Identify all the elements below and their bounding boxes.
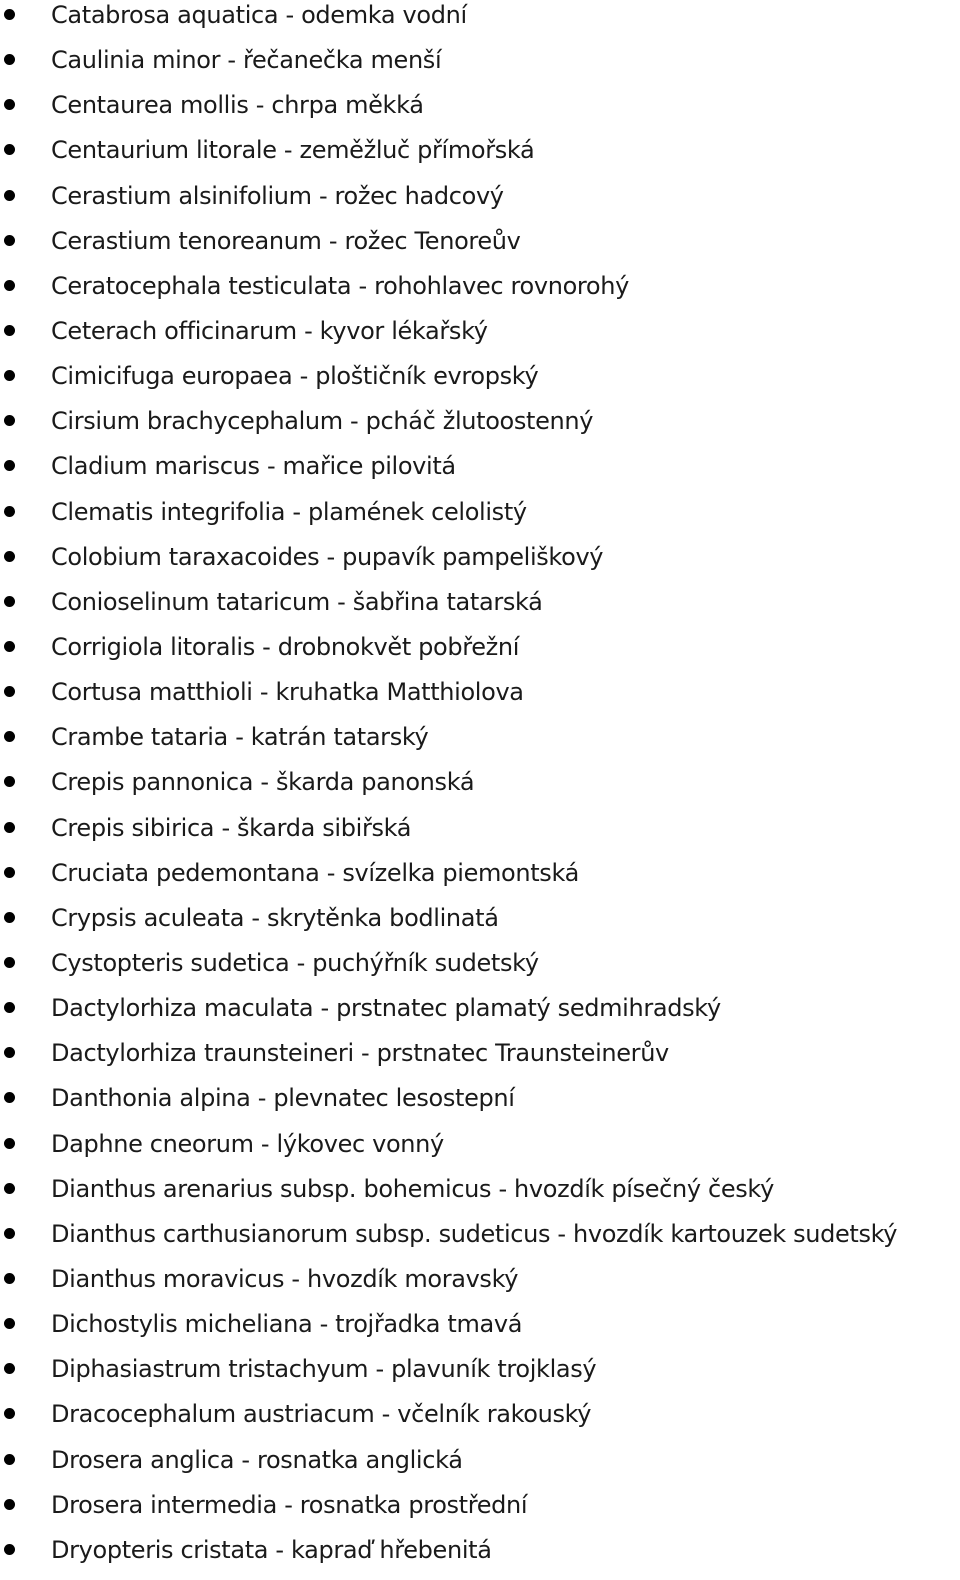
species-name: Centaurium litorale - zeměžluč přímořská	[51, 136, 535, 165]
species-name: Catabrosa aquatica - odemka vodní	[51, 1, 467, 29]
bullet-icon	[4, 370, 15, 381]
species-name: Cirsium brachycephalum - pcháč žlutoostenný	[51, 407, 594, 436]
list-item	[0, 1038, 960, 1083]
list-item	[0, 993, 960, 1038]
bullet-icon	[4, 235, 15, 246]
bullet-icon	[4, 912, 15, 923]
list-item	[0, 406, 960, 451]
species-name: Cladium mariscus - mařice pilovitá	[51, 452, 456, 481]
list-item	[0, 1083, 960, 1128]
list-item	[0, 948, 960, 993]
species-name: Danthonia alpina - plevnatec lesostepní	[51, 1084, 515, 1113]
species-name: Ceterach officinarum - kyvor lékařský	[51, 316, 488, 345]
list-item	[0, 677, 960, 722]
bullet-icon	[4, 144, 15, 155]
species-name: Dracocephalum austriacum - včelník rakouský	[51, 1400, 592, 1429]
bullet-icon	[4, 1363, 15, 1374]
bullet-icon	[4, 1138, 15, 1149]
bullet-icon	[4, 1228, 15, 1239]
species-name: Diphasiastrum tristachyum - plavuník trojklasý	[51, 1355, 597, 1384]
list-item	[0, 722, 960, 767]
species-name: Cerastium tenoreanum - rožec Tenoreův	[51, 226, 521, 255]
species-name: Cystopteris sudetica - puchýřník sudetský	[51, 948, 539, 977]
list-item	[0, 858, 960, 903]
species-name: Cimicifuga europaea - ploštičník evropský	[51, 362, 539, 391]
bullet-icon	[4, 9, 15, 20]
species-name: Corrigiola litoralis - drobnokvět pobřežní	[51, 632, 520, 661]
species-name: Cortusa matthioli - kruhatka Matthiolova	[51, 678, 524, 707]
species-name: Drosera intermedia - rosnatka prostřední	[51, 1490, 528, 1519]
list-item	[0, 1309, 960, 1354]
bullet-icon	[4, 506, 15, 517]
list-item	[0, 90, 960, 135]
species-name: Cruciata pedemontana - svízelka piemontská	[51, 858, 579, 887]
bullet-icon	[4, 1273, 15, 1284]
list-item	[0, 542, 960, 587]
list-item	[0, 361, 960, 406]
species-name: Caulinia minor - řečanečka menší	[51, 46, 442, 75]
list-item	[0, 1535, 960, 1580]
list-item	[0, 451, 960, 496]
list-item	[0, 135, 960, 180]
bullet-icon	[4, 822, 15, 833]
bullet-icon	[4, 1183, 15, 1194]
bullet-icon	[4, 1047, 15, 1058]
species-name: Dianthus moravicus - hvozdík moravský	[51, 1264, 519, 1293]
bullet-icon	[4, 1454, 15, 1465]
list-item	[0, 587, 960, 632]
list-item	[0, 226, 960, 271]
bullet-icon	[4, 325, 15, 336]
list-item	[0, 1219, 960, 1264]
list-item	[0, 0, 960, 45]
bullet-icon	[4, 190, 15, 201]
list-item	[0, 1490, 960, 1535]
species-name: Dianthus arenarius subsp. bohemicus - hvozdík písečný český	[51, 1174, 774, 1203]
species-name: Clematis integrifolia - plamének celolistý	[51, 497, 527, 526]
bullet-icon	[4, 731, 15, 742]
bullet-icon	[4, 280, 15, 291]
species-name: Dactylorhiza maculata - prstnatec plamatý sedmihradský	[51, 994, 721, 1023]
list-item	[0, 497, 960, 542]
species-name: Dianthus carthusianorum subsp. sudeticus - hvozdík kartouzek sudetský	[51, 1219, 898, 1248]
bullet-icon	[4, 551, 15, 562]
list-item	[0, 1399, 960, 1444]
list-item	[0, 1354, 960, 1399]
species-name: Drosera anglica - rosnatka anglická	[51, 1445, 463, 1474]
bullet-icon	[4, 776, 15, 787]
species-name: Dichostylis micheliana - trojřadka tmavá	[51, 1310, 523, 1339]
species-name: Crypsis aculeata - skrytěnka bodlinatá	[51, 903, 499, 932]
species-name: Daphne cneorum - lýkovec vonný	[51, 1129, 444, 1158]
bullet-icon	[4, 867, 15, 878]
list-item	[0, 813, 960, 858]
species-name: Crambe tataria - katrán tatarský	[51, 723, 429, 752]
list-item	[0, 1174, 960, 1219]
bullet-icon	[4, 1002, 15, 1013]
species-name: Dryopteris cristata - kapraď hřebenitá	[51, 1535, 492, 1564]
species-name: Colobium taraxacoides - pupavík pampeliškový	[51, 542, 604, 571]
species-name: Crepis sibirica - škarda sibiřská	[51, 813, 412, 842]
list-item	[0, 1129, 960, 1174]
species-name: Crepis pannonica - škarda panonská	[51, 768, 475, 797]
bullet-icon	[4, 460, 15, 471]
bullet-icon	[4, 54, 15, 65]
list-item	[0, 181, 960, 226]
bullet-icon	[4, 1092, 15, 1103]
list-item	[0, 271, 960, 316]
species-name: Ceratocephala testiculata - rohohlavec rovnorohý	[51, 271, 629, 300]
list-item	[0, 1264, 960, 1309]
bullet-icon	[4, 641, 15, 652]
bullet-icon	[4, 99, 15, 110]
species-name: Dactylorhiza traunsteineri - prstnatec Traunsteinerův	[51, 1039, 669, 1068]
bullet-icon	[4, 1544, 15, 1555]
bullet-icon	[4, 415, 15, 426]
list-item	[0, 1445, 960, 1490]
species-name: Centaurea mollis - chrpa měkká	[51, 91, 424, 120]
list-item	[0, 767, 960, 812]
list-item	[0, 316, 960, 361]
species-name: Conioselinum tataricum - šabřina tatarská	[51, 587, 543, 616]
list-item	[0, 632, 960, 677]
list-item	[0, 903, 960, 948]
bullet-icon	[4, 1408, 15, 1419]
bullet-icon	[4, 1318, 15, 1329]
bullet-icon	[4, 686, 15, 697]
bullet-icon	[4, 1499, 15, 1510]
bullet-icon	[4, 596, 15, 607]
bullet-icon	[4, 957, 15, 968]
list-item	[0, 45, 960, 90]
species-name: Cerastium alsinifolium - rožec hadcový	[51, 181, 504, 210]
